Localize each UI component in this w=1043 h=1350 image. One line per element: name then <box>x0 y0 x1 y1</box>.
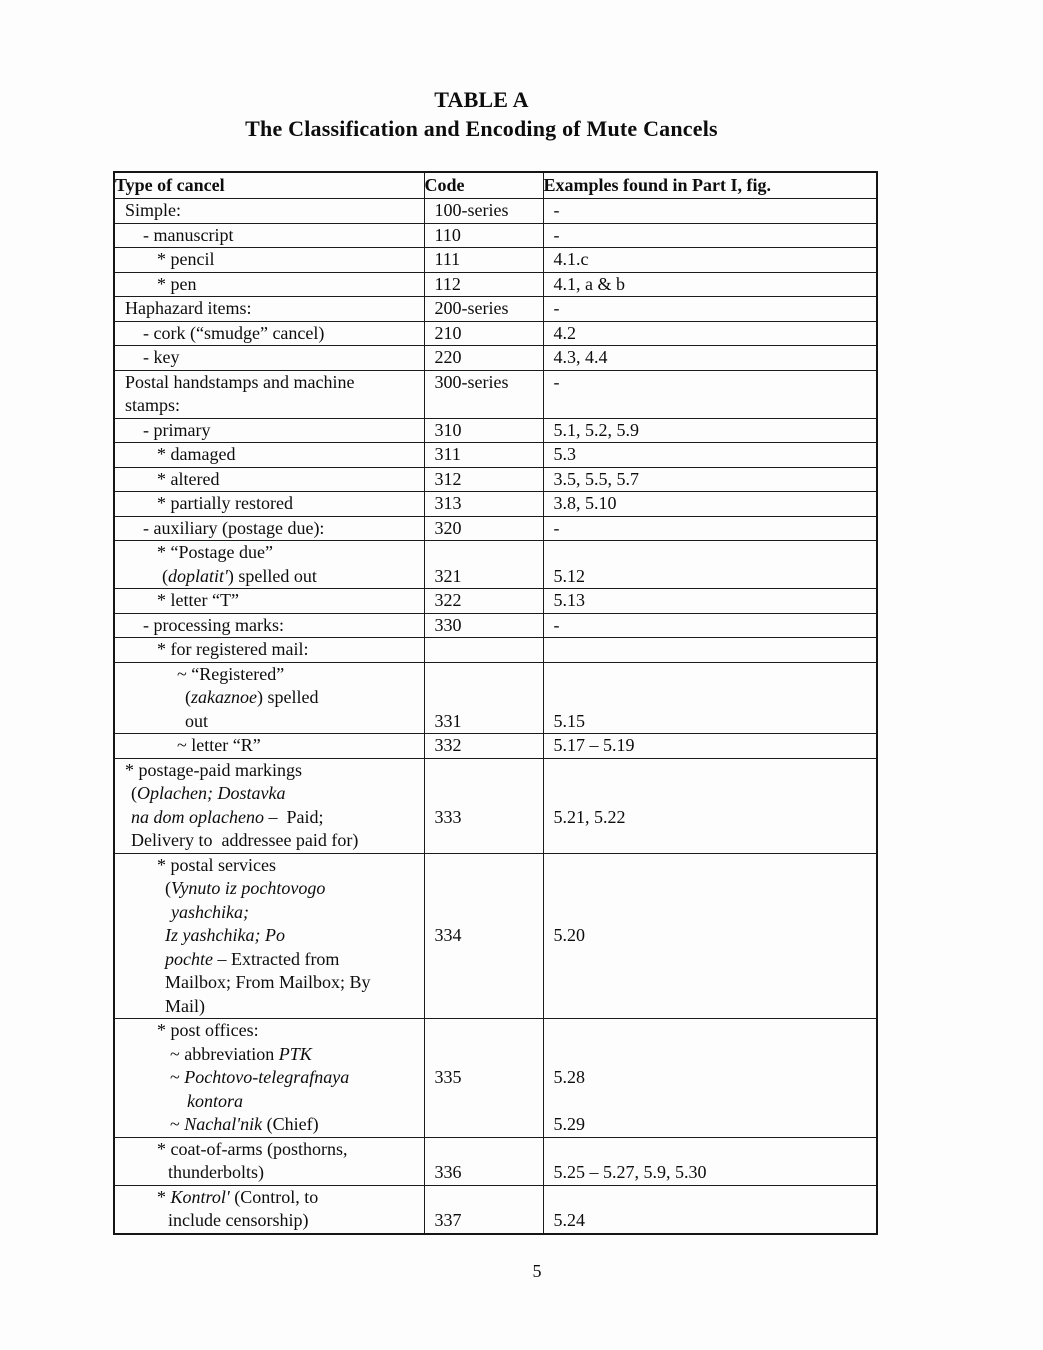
type-cell <box>114 662 424 734</box>
text-line: 210 <box>434 322 462 343</box>
text-line: * partially restored <box>157 493 293 513</box>
text-line: 5.21, 5.22 <box>553 806 626 827</box>
text-line <box>425 638 543 662</box>
examples-cell <box>543 248 877 273</box>
code-cell <box>424 758 543 853</box>
code-cell <box>424 516 543 541</box>
text-line: * post offices: <box>157 1020 259 1040</box>
text-line: - <box>553 371 560 392</box>
text-line: 5.1, 5.2, 5.9 <box>553 419 639 440</box>
text-line <box>425 782 543 806</box>
document-title <box>100 85 863 143</box>
text-line <box>544 759 877 783</box>
examples-cell <box>543 223 877 248</box>
text-line <box>425 948 543 972</box>
text-line: 100-series <box>434 200 509 220</box>
code-cell <box>424 418 543 443</box>
code-cell <box>424 443 543 468</box>
table-row <box>114 758 877 853</box>
table-row <box>114 321 877 346</box>
code-cell <box>424 1137 543 1185</box>
text-line: - auxiliary (postage due): <box>143 517 325 538</box>
text-line: 313 <box>434 493 462 513</box>
text-line <box>425 901 543 925</box>
table-row <box>114 662 877 734</box>
text-line: * pen <box>157 273 197 294</box>
text-line <box>425 759 543 783</box>
code-cell <box>424 370 543 418</box>
text-line <box>425 971 543 995</box>
text-line: * altered <box>157 468 220 489</box>
examples-cell <box>543 516 877 541</box>
text-line: ~ abbreviation PTK <box>170 1043 312 1064</box>
code-cell <box>424 297 543 322</box>
text-line <box>425 1043 543 1067</box>
type-cell <box>114 516 424 541</box>
type-cell <box>114 638 424 663</box>
header-row <box>114 172 877 199</box>
type-cell <box>114 492 424 517</box>
text-line: kontora <box>187 1090 243 1111</box>
text-line: 334 <box>434 925 462 945</box>
type-cell <box>114 346 424 371</box>
examples-cell <box>543 734 877 759</box>
examples-cell <box>543 541 877 589</box>
text-line: 312 <box>434 468 462 489</box>
column-header-type: Type of cancel <box>114 172 424 199</box>
text-line: - processing marks: <box>143 614 284 635</box>
text-line: include censorship) <box>168 1210 309 1230</box>
text-line: 5.28 <box>553 1067 585 1087</box>
text-line <box>425 1138 543 1162</box>
text-line: 337 <box>434 1210 462 1230</box>
text-line <box>544 686 877 710</box>
text-line: ~ letter “R” <box>177 735 261 755</box>
text-line: * letter “T” <box>157 590 239 610</box>
text-line: 112 <box>434 273 461 294</box>
text-line <box>544 971 877 995</box>
text-line: * damaged <box>157 444 236 464</box>
text-line <box>544 948 877 972</box>
type-cell <box>114 272 424 297</box>
text-line <box>544 877 877 901</box>
text-line: 5.25 – 5.27, 5.9, 5.30 <box>553 1162 707 1182</box>
text-line: 4.1, a & b <box>553 273 625 294</box>
text-line: pochte – Extracted from <box>165 948 340 969</box>
table-row <box>114 248 877 273</box>
text-line: - <box>553 298 560 318</box>
type-cell <box>114 248 424 273</box>
text-line: - key <box>143 347 180 367</box>
text-line: 3.8, 5.10 <box>553 493 617 513</box>
text-line <box>544 1019 877 1043</box>
text-line: 332 <box>434 735 462 755</box>
text-line <box>544 394 877 418</box>
code-cell <box>424 223 543 248</box>
text-line: ~ Pochtovo-telegrafnaya <box>170 1067 350 1087</box>
text-line: 310 <box>434 419 462 440</box>
examples-cell <box>543 589 877 614</box>
code-cell <box>424 346 543 371</box>
text-line: * coat-of-arms (posthorns, <box>157 1138 348 1159</box>
code-cell <box>424 1185 543 1234</box>
text-line: 5.29 <box>553 1114 585 1134</box>
type-cell <box>114 758 424 853</box>
code-cell <box>424 248 543 273</box>
text-line: 111 <box>434 249 461 269</box>
examples-cell <box>543 370 877 418</box>
table-row <box>114 853 877 1019</box>
text-line: * postage-paid markings <box>125 759 302 780</box>
text-line: 322 <box>434 590 462 610</box>
examples-cell <box>543 662 877 734</box>
text-line: - <box>553 614 560 635</box>
code-cell <box>424 662 543 734</box>
table-label: TABLE A <box>434 87 529 112</box>
type-cell <box>114 443 424 468</box>
type-cell <box>114 223 424 248</box>
table-caption: The Classification and Encoding of Mute Cancels <box>245 116 718 141</box>
examples-cell <box>543 297 877 322</box>
text-line: * pencil <box>157 249 215 269</box>
examples-cell <box>543 467 877 492</box>
code-cell <box>424 272 543 297</box>
text-line: 4.1.c <box>553 249 589 269</box>
examples-cell <box>543 1137 877 1185</box>
text-line <box>425 1186 543 1210</box>
code-cell <box>424 853 543 1019</box>
column-header-code: Code <box>424 172 543 199</box>
code-cell <box>424 734 543 759</box>
text-line: * postal services <box>157 854 276 875</box>
text-line <box>425 854 543 878</box>
table-row <box>114 467 877 492</box>
text-line: (zakaznoe) spelled <box>185 687 319 707</box>
examples-cell <box>543 853 877 1019</box>
text-line <box>425 1090 543 1114</box>
text-line <box>544 1043 877 1067</box>
text-line: - manuscript <box>143 224 234 245</box>
text-line: * Kontrol' (Control, to <box>157 1186 319 1207</box>
text-line: 200-series <box>434 298 509 318</box>
text-line <box>425 541 543 565</box>
type-cell <box>114 321 424 346</box>
text-line <box>425 877 543 901</box>
text-line: (Oplachen; Dostavka <box>131 783 286 803</box>
text-line <box>425 394 543 418</box>
text-line: 320 <box>434 517 462 538</box>
text-line: na dom oplacheno – Paid; <box>131 806 324 827</box>
table-row <box>114 492 877 517</box>
text-line: Iz yashchika; Po <box>165 925 285 945</box>
code-cell <box>424 589 543 614</box>
code-cell <box>424 321 543 346</box>
text-line <box>544 663 877 687</box>
table-row <box>114 443 877 468</box>
text-line <box>425 995 543 1019</box>
type-cell <box>114 418 424 443</box>
table-row <box>114 199 877 224</box>
table-row <box>114 516 877 541</box>
code-cell <box>424 613 543 638</box>
text-line: 5.17 – 5.19 <box>553 735 635 755</box>
examples-cell <box>543 1019 877 1138</box>
examples-cell <box>543 613 877 638</box>
text-line <box>544 638 877 662</box>
text-line: - <box>553 224 560 245</box>
text-line <box>544 782 877 806</box>
type-cell <box>114 589 424 614</box>
text-line: ~ Nachal'nik (Chief) <box>170 1114 319 1134</box>
table-row <box>114 541 877 589</box>
examples-cell <box>543 1185 877 1234</box>
text-line <box>544 541 877 565</box>
classification-table <box>113 171 878 1235</box>
text-line: 220 <box>434 347 462 367</box>
table-row <box>114 418 877 443</box>
examples-cell <box>543 638 877 663</box>
page-number: 5 <box>532 1261 542 1281</box>
text-line <box>544 995 877 1019</box>
table-row <box>114 223 877 248</box>
examples-cell <box>543 321 877 346</box>
code-cell <box>424 467 543 492</box>
text-line: yashchika; <box>171 901 249 922</box>
text-line: Haphazard items: <box>125 298 252 318</box>
text-line: (doplatit') spelled out <box>162 565 317 586</box>
type-cell <box>114 297 424 322</box>
text-line: - <box>553 517 560 538</box>
examples-cell <box>543 492 877 517</box>
text-line <box>544 1090 877 1114</box>
table-row <box>114 1185 877 1234</box>
type-cell <box>114 734 424 759</box>
text-line: 336 <box>434 1162 462 1182</box>
text-line: 335 <box>434 1067 462 1087</box>
text-line: 4.3, 4.4 <box>553 347 608 367</box>
code-cell <box>424 199 543 224</box>
text-line <box>544 901 877 925</box>
table-row <box>114 734 877 759</box>
table-row <box>114 589 877 614</box>
text-line: - primary <box>143 419 211 440</box>
text-line: 331 <box>434 710 462 731</box>
text-line <box>544 1186 877 1210</box>
text-line <box>425 1113 543 1137</box>
table-row <box>114 346 877 371</box>
code-cell <box>424 492 543 517</box>
text-line: 5.15 <box>553 710 585 731</box>
text-line <box>425 829 543 853</box>
text-line <box>544 1138 877 1162</box>
examples-cell <box>543 346 877 371</box>
text-line <box>544 854 877 878</box>
text-line: * for registered mail: <box>157 639 309 659</box>
table-row <box>114 370 877 418</box>
text-line: 333 <box>434 806 462 827</box>
text-line: - <box>553 200 560 220</box>
examples-cell <box>543 758 877 853</box>
text-line: 5.24 <box>553 1210 585 1230</box>
text-line: (Vynuto iz pochtovogo <box>165 878 326 898</box>
text-line: 5.3 <box>553 444 576 464</box>
text-line: 3.5, 5.5, 5.7 <box>553 468 639 489</box>
table-row <box>114 272 877 297</box>
code-cell <box>424 541 543 589</box>
text-line: 4.2 <box>553 322 576 343</box>
text-line <box>425 663 543 687</box>
text-line: 5.12 <box>553 565 585 586</box>
text-line: out <box>185 710 209 731</box>
text-line: Mail) <box>165 995 205 1016</box>
text-line: thunderbolts) <box>168 1162 264 1182</box>
text-line: * “Postage due” <box>157 542 273 562</box>
type-cell <box>114 613 424 638</box>
text-line: 5.13 <box>553 590 585 610</box>
examples-cell <box>543 272 877 297</box>
text-line <box>425 686 543 710</box>
type-cell <box>114 199 424 224</box>
text-line: Simple: <box>125 200 182 220</box>
type-cell <box>114 1137 424 1185</box>
type-cell <box>114 541 424 589</box>
table-row <box>114 1137 877 1185</box>
table-body <box>114 199 877 1234</box>
code-cell <box>424 638 543 663</box>
examples-cell <box>543 418 877 443</box>
text-line: Postal handstamps and machine <box>125 371 355 392</box>
text-line: Mailbox; From Mailbox; By <box>165 972 371 992</box>
examples-cell <box>543 199 877 224</box>
table-row <box>114 297 877 322</box>
text-line: - cork (“smudge” cancel) <box>143 322 325 343</box>
type-cell <box>114 1185 424 1234</box>
text-line: 5.20 <box>553 925 585 945</box>
text-line: ~ “Registered” <box>177 663 285 684</box>
type-cell <box>114 1019 424 1138</box>
type-cell <box>114 467 424 492</box>
table-row <box>114 1019 877 1138</box>
code-cell <box>424 1019 543 1138</box>
text-line: 311 <box>434 444 461 464</box>
examples-cell <box>543 443 877 468</box>
column-header-examples: Examples found in Part I, fig. <box>543 172 877 199</box>
table-row <box>114 638 877 663</box>
text-line: stamps: <box>125 395 181 415</box>
text-line: 321 <box>434 565 462 586</box>
table-row <box>114 613 877 638</box>
text-line: 300-series <box>434 371 509 392</box>
text-line: 110 <box>434 224 461 245</box>
text-line <box>544 829 877 853</box>
type-cell <box>114 370 424 418</box>
type-cell <box>114 853 424 1019</box>
text-line: Delivery to addressee paid for) <box>131 830 359 850</box>
text-line <box>425 1019 543 1043</box>
text-line: 330 <box>434 614 462 635</box>
